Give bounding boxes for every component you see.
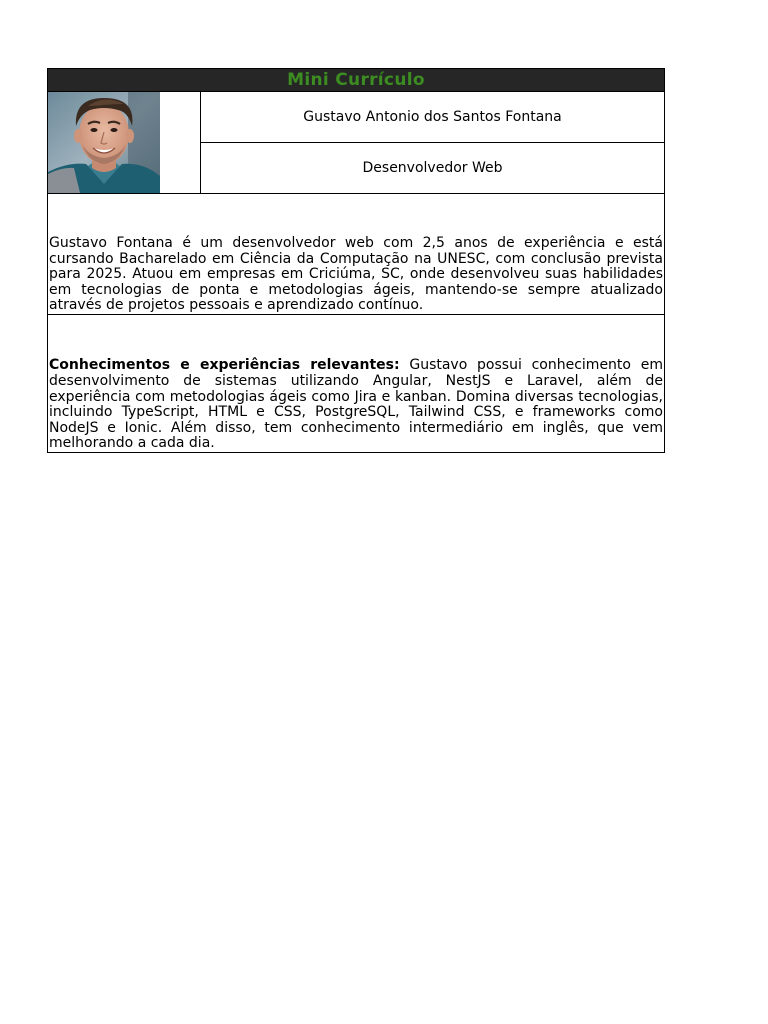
profile-photo <box>48 92 160 193</box>
full-name: Gustavo Antonio dos Santos Fontana <box>201 92 665 143</box>
skills-cell <box>48 315 665 453</box>
resume-table <box>47 68 665 453</box>
skills-paragraph <box>49 358 663 452</box>
title-row <box>48 69 665 92</box>
summary-row <box>48 194 665 315</box>
name-row <box>48 92 665 143</box>
summary-cell <box>48 194 665 315</box>
skills-text: Gustavo possui conhecimento em desenvolvimento de sistemas utilizando Angular, NestJS e Laravel, além de experiência com metodologias ágeis como Jira e kanban. Domina diversas tecnologias, incluindo TypeScript, HTML e CSS, PostgreSQL, Tailwind CSS, e frameworks como NodeJS e Ionic. Além disso, tem conhecimento intermediário em inglês, que vem melhorando a cada dia. <box>49 357 663 452</box>
skills-row <box>48 315 665 453</box>
job-title: Desenvolvedor Web <box>201 143 665 194</box>
skills-heading: Conhecimentos e experiências relevantes: <box>49 357 400 374</box>
summary-text: Gustavo Fontana é um desenvolvedor web com 2,5 anos de experiência e está cursando Bacharelado em Ciência da Computação na UNESC, com conclusão prevista para 2025. Atuou em empresas em Criciúma, SC, onde desenvolveu suas habilidades em tecnologias de ponta e metodologias ágeis, mantendo-se sempre atualizado através de projetos pessoais e aprendizado contínuo. <box>49 235 663 314</box>
photo-cell <box>48 92 201 194</box>
resume-title: Mini Currículo <box>48 69 665 92</box>
